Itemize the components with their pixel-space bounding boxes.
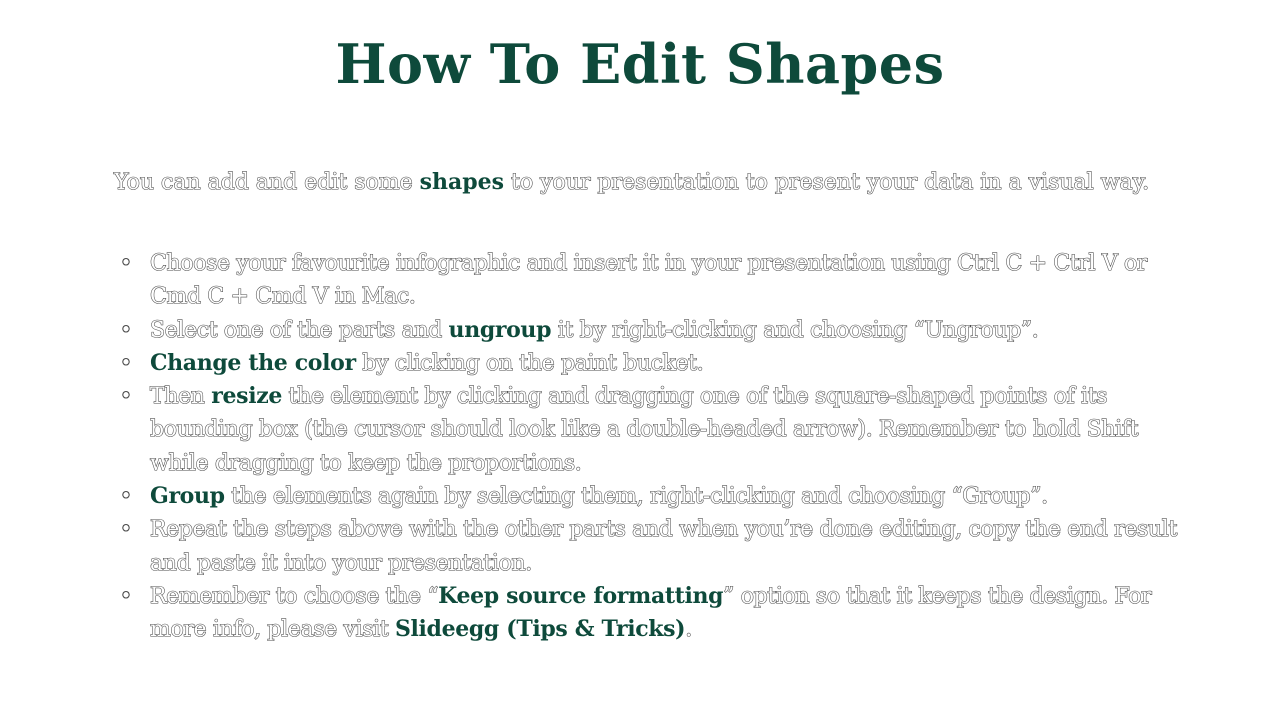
- list-item-highlight: Change the color: [150, 349, 356, 376]
- list-item-text-after: the elements again by selecting them, right-clicking and choosing “Group”.: [224, 484, 1048, 510]
- list-item-text-after: .: [685, 617, 692, 643]
- list-item: [114, 480, 1184, 513]
- list-item-text: [150, 318, 1038, 343]
- list-item-highlight: resize: [211, 383, 283, 410]
- list-item-text: [150, 517, 1177, 575]
- list-item: [114, 314, 1184, 347]
- list-item-text-before: Repeat the steps above with the other parts and when you’re done editing, copy the end result and paste it into your presentation.: [150, 517, 1177, 576]
- list-item-text-before: Choose your favourite infographic and insert it in your presentation using Ctrl C + Ctrl V or Cmd C + Cmd V in Mac.: [150, 251, 1148, 310]
- intro-highlight: shapes: [419, 169, 505, 195]
- list-item-text-before: Remember to choose the “: [150, 583, 439, 609]
- list-item-text-before: Then: [150, 384, 212, 410]
- list-item-text-after: by clicking on the paint bucket.: [355, 350, 704, 376]
- list-item-text: [150, 384, 1138, 476]
- list-item-highlight: ungroup: [448, 316, 552, 343]
- bullet-marker: •: [119, 484, 133, 510]
- list-item-text-after: the element by clicking and dragging one of the square-shaped points of its bounding box (the cursor should look like a double-headed arrow). Remember to hold Shift while dragging to keep the proportions.: [150, 384, 1139, 476]
- list-item-text: [150, 251, 1147, 309]
- bullet-marker: •: [119, 251, 133, 276]
- intro-text-before: You can add and edit some: [114, 170, 420, 195]
- list-item-text: [150, 484, 1048, 509]
- keep-source-formatting-highlight: Keep source formatting: [438, 582, 724, 609]
- list-item: [114, 513, 1184, 580]
- intro-text-after: to your presentation to present your data in a visual way.: [504, 170, 1150, 195]
- intro-paragraph: [114, 166, 1214, 199]
- list-item-text-before: Select one of the parts and: [150, 317, 449, 343]
- list-item: [114, 247, 1184, 314]
- bullet-marker: •: [119, 317, 133, 343]
- bullet-marker: •: [119, 583, 133, 609]
- list-item: [114, 580, 1184, 647]
- steps-list: [114, 247, 1184, 647]
- slideegg-tips-link[interactable]: Slideegg (Tips & Tricks): [395, 616, 686, 643]
- list-item-text: [150, 351, 703, 376]
- bullet-marker: •: [119, 384, 133, 410]
- list-item-text-after: it by right-clicking and choosing “Ungroup”.: [551, 317, 1039, 343]
- bullet-marker: •: [119, 517, 133, 543]
- slide-title: How To Edit Shapes: [335, 32, 945, 96]
- list-item: [114, 380, 1184, 480]
- bullet-marker: •: [119, 350, 133, 376]
- list-item-highlight: Group: [150, 483, 225, 510]
- list-item-text-middle: ” option so that it keeps the design. For more info, please visit: [150, 583, 1152, 643]
- list-item-text: [150, 584, 1151, 642]
- list-item: [114, 347, 1184, 380]
